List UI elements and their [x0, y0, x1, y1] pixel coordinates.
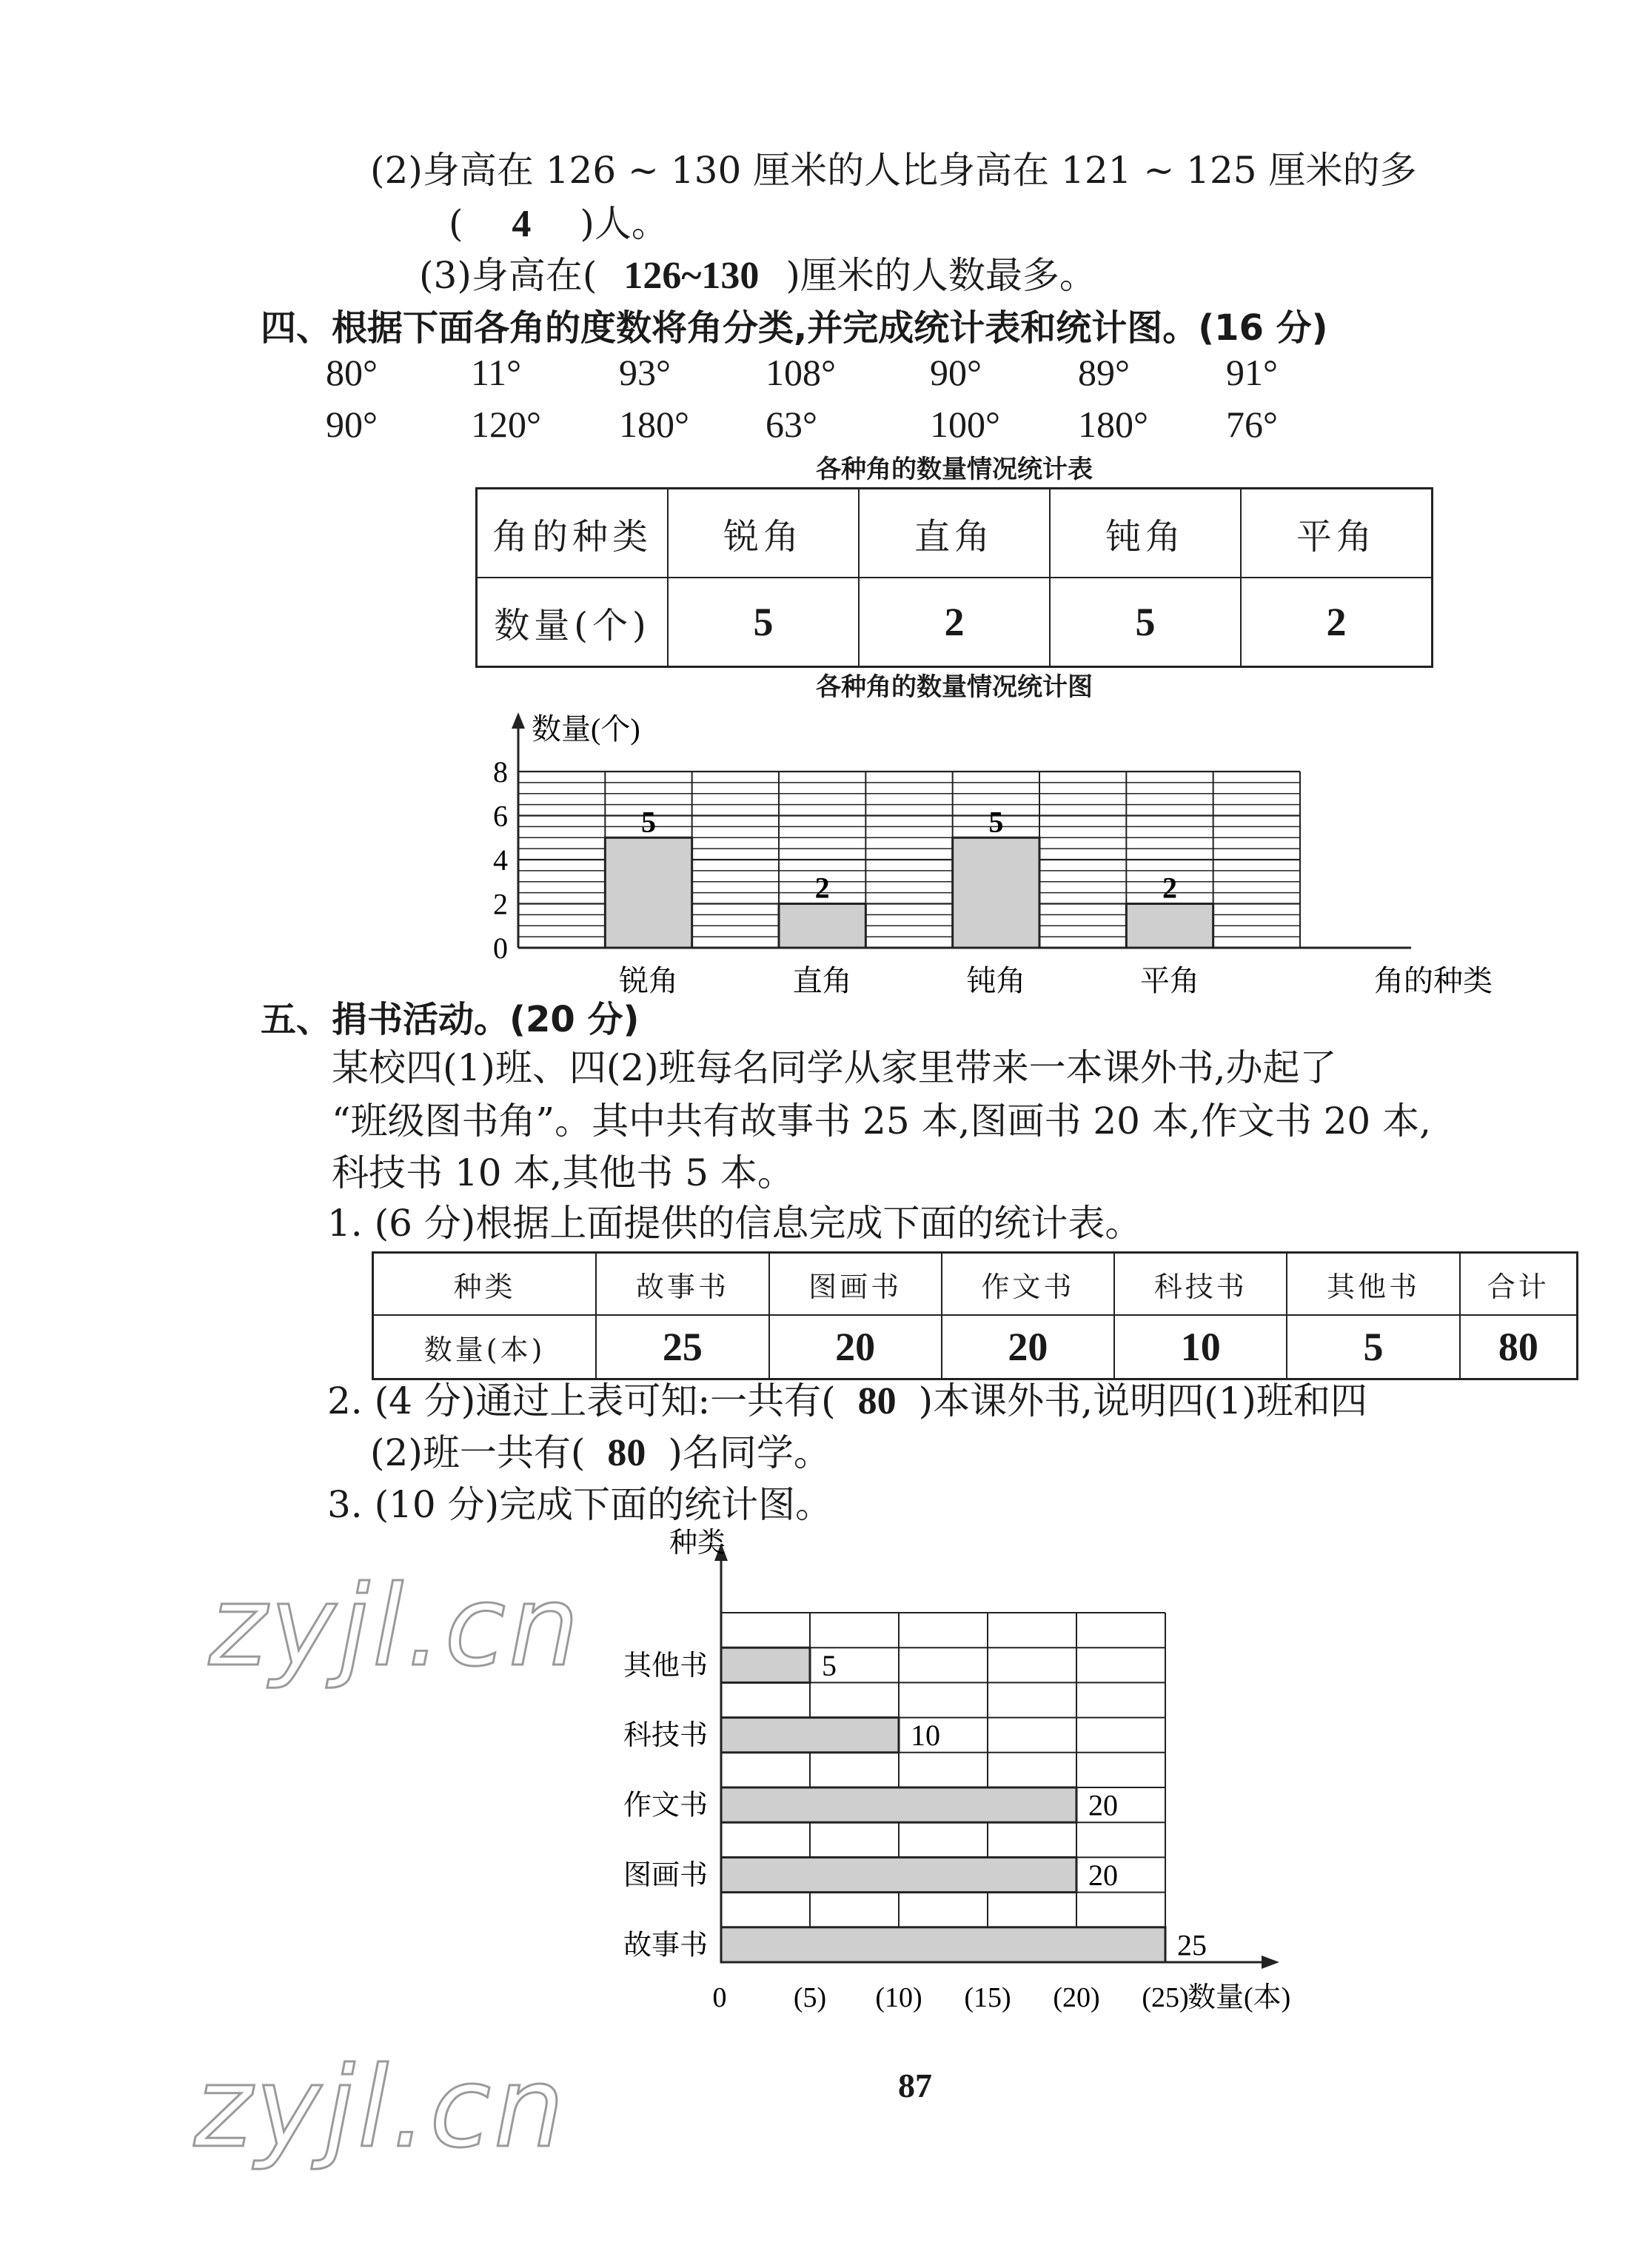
answer-q2-total-books: 80	[857, 1380, 897, 1422]
y-tick-label: 4	[493, 843, 508, 877]
angle-chart-title: 各种角的数量情况统计图	[816, 672, 1093, 702]
paren-open: (	[449, 202, 463, 245]
data-label: 20	[1088, 1859, 1118, 1892]
angle-table-header-cell: 锐角	[668, 489, 859, 578]
data-label: 5	[822, 1648, 837, 1682]
paren-close-text: )人。	[580, 202, 669, 245]
x-tick-label: 钝角	[966, 964, 1026, 997]
y-tick-label: 6	[493, 799, 508, 833]
x-axis-label: 角的种类	[1374, 964, 1493, 997]
book-table-header-cell: 作文书	[942, 1253, 1114, 1316]
q2-mid: )本课外书,说明四(1)班和四	[918, 1379, 1367, 1422]
bar	[779, 904, 865, 949]
angle-value: 93°	[619, 352, 671, 393]
angle-table-header-cell: 平角	[1241, 489, 1433, 578]
y-tick-label: 故事书	[623, 1930, 708, 1961]
page-number: 87	[898, 2067, 932, 2104]
data-label: 5	[641, 805, 656, 839]
x-axis-arrow	[1262, 1956, 1279, 1969]
x-tick-label: (25)	[1142, 1982, 1189, 2013]
y-axis-arrow	[512, 712, 525, 729]
bar	[1126, 904, 1213, 949]
answer-q3-3: 126~130	[623, 255, 760, 297]
data-label: 2	[1162, 871, 1177, 905]
angle-table-value: 5	[668, 578, 859, 667]
angle-value: 91°	[1226, 352, 1278, 393]
book-table-value: 10	[1114, 1315, 1287, 1379]
watermark-top: zyjl.cn	[209, 1562, 583, 1691]
book-table-header-cell: 故事书	[596, 1253, 768, 1316]
angle-value: 63°	[766, 404, 817, 445]
q2-line2-post: )名同学。	[668, 1431, 831, 1474]
y-tick-label: 2	[493, 887, 508, 921]
bar	[721, 1787, 1076, 1822]
bar	[953, 837, 1039, 948]
angle-value: 11°	[471, 352, 522, 393]
book-table-value: 25	[596, 1315, 768, 1379]
angle-value: 108°	[766, 352, 836, 393]
angle-value: 76°	[1226, 404, 1278, 445]
data-label: 20	[1088, 1788, 1118, 1822]
book-table-header-cell: 图画书	[769, 1253, 942, 1316]
angle-table-value: 5	[1050, 578, 1241, 667]
x-tick-label: 0	[712, 1982, 727, 2013]
section5-paragraph-line1: 某校四(1)班、四(2)班每名同学从家里带来一本课外书,办起了	[332, 1046, 1337, 1089]
angle-value: 90°	[930, 352, 982, 393]
bar	[605, 837, 691, 948]
angle-bar-chart	[474, 703, 1493, 1000]
section5-q2-line1	[327, 1377, 1367, 1425]
book-table-header-cell: 种类	[373, 1253, 597, 1316]
bar	[721, 1648, 810, 1682]
angle-table-value: 2	[1241, 578, 1433, 667]
book-table-value: 20	[769, 1315, 942, 1379]
data-label: 10	[911, 1719, 940, 1753]
book-table	[372, 1251, 1578, 1380]
x-tick-label: 直角	[792, 964, 852, 997]
y-axis-label: 数量(个)	[532, 712, 640, 746]
bar	[721, 1857, 1076, 1892]
section5-heading: 五、捐书活动。(20 分)	[261, 999, 640, 1040]
section5-paragraph-line2: “班级图书角”。其中共有故事书 25 本,图画书 20 本,作文书 20 本,	[332, 1100, 1432, 1143]
x-tick-label: 平角	[1140, 964, 1199, 997]
q3-3-line	[419, 252, 1096, 300]
angle-table-row-label: 数量(个)	[477, 578, 669, 667]
angle-value: 80°	[326, 352, 378, 393]
q3-2-line2	[449, 200, 669, 248]
section5-paragraph-line3: 科技书 10 本,其他书 5 本。	[332, 1151, 794, 1194]
section5-q3: 3. (10 分)完成下面的统计图。	[327, 1483, 833, 1526]
book-bar-chart	[592, 1525, 1407, 2029]
x-tick-label: (15)	[964, 1982, 1011, 2013]
book-table-header-cell: 科技书	[1114, 1253, 1287, 1316]
angle-value: 100°	[930, 404, 1000, 445]
y-tick-label: 其他书	[623, 1650, 708, 1682]
angle-table-value: 2	[859, 578, 1050, 667]
angle-value: 180°	[1078, 404, 1148, 445]
angle-table	[475, 487, 1433, 668]
data-label: 2	[814, 871, 830, 905]
book-table-header-cell: 合计	[1460, 1253, 1578, 1316]
x-tick-label: 锐角	[619, 964, 678, 997]
book-table-value: 20	[942, 1315, 1114, 1379]
q2-line2-pre: (2)班一共有(	[370, 1431, 586, 1474]
angle-value: 90°	[326, 404, 378, 445]
book-table-total: 80	[1460, 1315, 1578, 1379]
angle-table-header-cell: 直角	[859, 489, 1050, 578]
data-label: 5	[988, 805, 1004, 839]
angle-table-header-cell: 钝角	[1050, 489, 1241, 578]
section4-heading: 四、根据下面各角的度数将角分类,并完成统计表和统计图。(16 分)	[261, 307, 1328, 349]
y-tick-label: 科技书	[623, 1720, 708, 1752]
answer-q3-2: 4	[512, 203, 532, 245]
section5-q2-line2	[370, 1429, 831, 1477]
bar	[721, 1927, 1165, 1962]
y-tick-label: 8	[493, 755, 508, 789]
angle-value: 89°	[1078, 352, 1130, 393]
q3-2-line1: (2)身高在 126 ~ 130 厘米的人比身高在 121 ~ 125 厘米的多	[370, 149, 1417, 192]
angle-value: 120°	[471, 404, 541, 445]
q3-3-pre: (3)身高在(	[419, 254, 597, 297]
y-tick-label: 0	[493, 931, 508, 965]
y-tick-label: 图画书	[623, 1860, 708, 1891]
q2-pre: 2. (4 分)通过上表可知:一共有(	[327, 1379, 836, 1422]
bar	[721, 1718, 899, 1753]
watermark-bottom: zyjl.cn	[194, 2044, 568, 2172]
book-table-header-cell: 其他书	[1287, 1253, 1459, 1316]
angle-table-title: 各种角的数量情况统计表	[816, 455, 1093, 484]
section5-q1: 1. (6 分)根据上面提供的信息完成下面的统计表。	[327, 1202, 1142, 1245]
data-label: 25	[1177, 1928, 1207, 1962]
book-table-value: 5	[1287, 1315, 1459, 1379]
x-tick-label: (10)	[875, 1982, 922, 2013]
book-table-row-label: 数量(本)	[373, 1315, 597, 1379]
angle-table-header-cell: 角的种类	[477, 489, 669, 578]
answer-q2-total-students: 80	[607, 1432, 646, 1474]
y-axis-label: 种类	[669, 1528, 726, 1559]
x-axis-label: 数量(本)	[1188, 1982, 1291, 2013]
q3-3-post: )厘米的人数最多。	[786, 254, 1096, 297]
x-tick-label: (20)	[1053, 1982, 1100, 2013]
y-tick-label: 作文书	[623, 1790, 708, 1822]
angle-value: 180°	[619, 404, 689, 445]
x-tick-label: (5)	[793, 1982, 827, 2013]
